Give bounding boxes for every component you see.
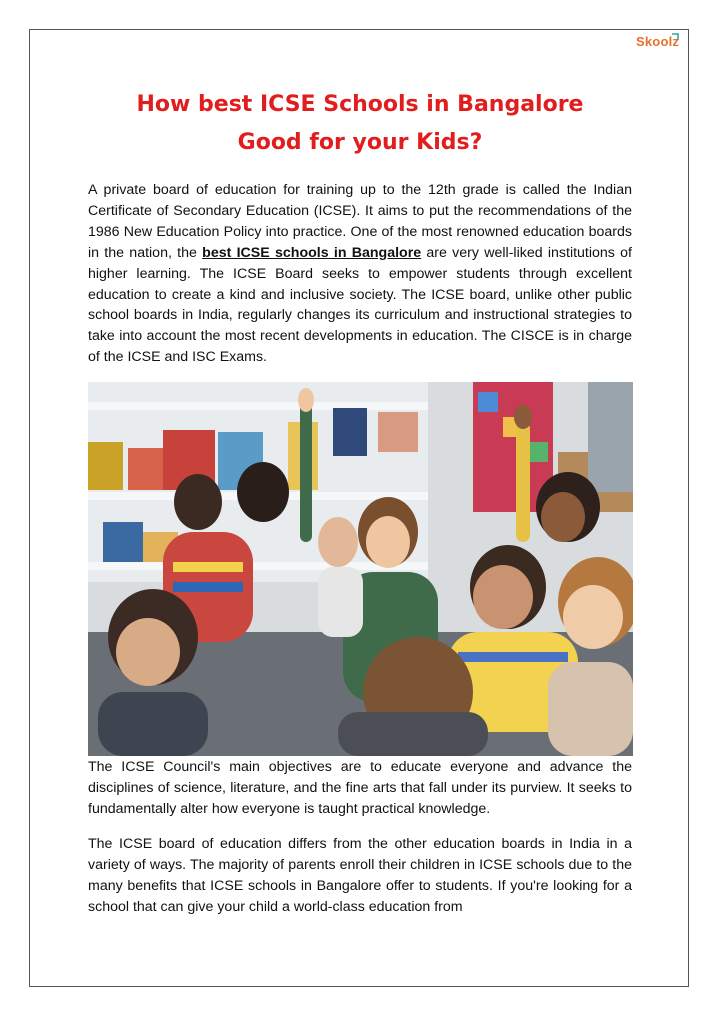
best-icse-schools-link[interactable]: best ICSE schools in Bangalore xyxy=(202,244,422,261)
logo-arrow-icon xyxy=(671,33,679,41)
title-line-1: How best ICSE Schools in Bangalore xyxy=(136,92,584,117)
classroom-photo xyxy=(88,382,633,756)
logo-text: Skoolz xyxy=(636,34,680,49)
intro-text-start: A private board of education for training up to the 12th grade is called the Indian Certificate of Secondary Education (ICSE). It aims to put the recommendations of the 1986 New Education Policy into practice. One of the most renowned education boards in the nation, the xyxy=(88,182,632,261)
article-title xyxy=(88,86,632,162)
objectives-paragraph: The ICSE Council's main objectives are to educate everyone and advance the disciplines of science, literature, and the fine arts that fall under its purview. It seeks to fundamentally alter how everyone is taught practical knowledge. xyxy=(88,759,632,817)
intro-paragraph xyxy=(88,180,632,368)
title-line-2: Good for your Kids? xyxy=(237,130,483,155)
differences-paragraph: The ICSE board of education differs from the other education boards in India in a variety of ways. The majority of parents enroll their children in ICSE schools due to the many benefits that ICSE schools in Bangalore offer to students. If you're looking for a school that can give your child a world-class education from xyxy=(88,836,632,915)
intro-text-end: are very well-liked institutions of higher learning. The ICSE Board seeks to empower students through excellent education to create a kind and inclusive society. The ICSE board, unlike other public school boards in India, regularly changes its curriculum and instructional strategies to take into account the most recent developments in education. The CISCE is in charge of the ICSE and ISC Exams. xyxy=(88,244,632,366)
